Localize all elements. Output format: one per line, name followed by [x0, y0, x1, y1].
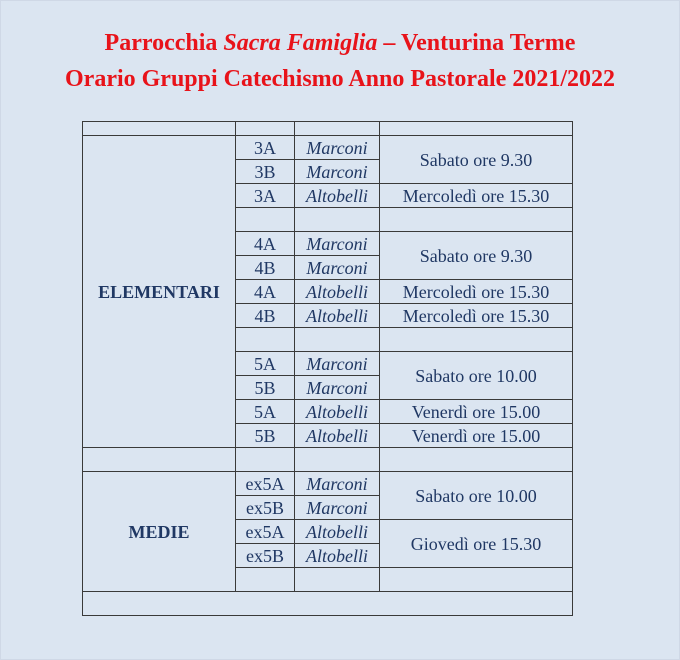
empty-cell [295, 568, 380, 592]
location-cell: Marconi [295, 136, 380, 160]
empty-cell [83, 592, 573, 616]
table-row-separator [83, 448, 573, 472]
schedule-cell: Sabato ore 10.00 [380, 472, 573, 520]
section-label-medie: MEDIE [83, 472, 236, 592]
location-cell: Marconi [295, 376, 380, 400]
location-cell: Altobelli [295, 400, 380, 424]
class-cell: 4A [236, 232, 295, 256]
empty-cell [380, 122, 573, 136]
empty-cell [83, 122, 236, 136]
location-cell: Altobelli [295, 304, 380, 328]
class-cell: 5B [236, 376, 295, 400]
schedule-cell: Mercoledì ore 15.30 [380, 184, 573, 208]
empty-cell [380, 568, 573, 592]
page-title-schedule: Orario Gruppi Catechismo Anno Pastorale 2021/2022 [65, 66, 615, 92]
empty-cell [380, 448, 573, 472]
section-label-elementari: ELEMENTARI [83, 136, 236, 448]
empty-cell [380, 208, 573, 232]
class-cell: ex5A [236, 520, 295, 544]
empty-cell [236, 568, 295, 592]
title-parish-name: Sacra Famiglia [223, 30, 378, 56]
class-cell: ex5B [236, 544, 295, 568]
location-cell: Altobelli [295, 184, 380, 208]
class-cell: 5A [236, 352, 295, 376]
empty-cell [380, 328, 573, 352]
empty-cell [295, 328, 380, 352]
empty-cell [236, 328, 295, 352]
location-cell: Altobelli [295, 280, 380, 304]
catechism-schedule-table [82, 121, 573, 616]
class-cell: 3A [236, 136, 295, 160]
title-parish-prefix: Parrocchia [104, 30, 224, 56]
empty-cell [236, 208, 295, 232]
schedule-cell: Giovedì ore 15.30 [380, 520, 573, 568]
empty-cell [236, 122, 295, 136]
class-cell: 3B [236, 160, 295, 184]
schedule-cell: Mercoledì ore 15.30 [380, 280, 573, 304]
location-cell: Marconi [295, 256, 380, 280]
schedule-cell: Sabato ore 9.30 [380, 136, 573, 184]
schedule-cell: Venerdì ore 15.00 [380, 400, 573, 424]
class-cell: 4A [236, 280, 295, 304]
location-cell: Altobelli [295, 424, 380, 448]
location-cell: Marconi [295, 472, 380, 496]
class-cell: 3A [236, 184, 295, 208]
class-cell: ex5B [236, 496, 295, 520]
page-title-parish [0, 30, 680, 57]
location-cell: Marconi [295, 232, 380, 256]
class-cell: 4B [236, 256, 295, 280]
schedule-cell: Venerdì ore 15.00 [380, 424, 573, 448]
class-cell: 5B [236, 424, 295, 448]
location-cell: Altobelli [295, 520, 380, 544]
schedule-cell: Sabato ore 10.00 [380, 352, 573, 400]
empty-cell [83, 448, 236, 472]
class-cell: 5A [236, 400, 295, 424]
schedule-cell: Sabato ore 9.30 [380, 232, 573, 280]
table-row [83, 136, 573, 160]
location-cell: Marconi [295, 496, 380, 520]
table-row-spacer [83, 592, 573, 616]
empty-cell [295, 208, 380, 232]
class-cell: ex5A [236, 472, 295, 496]
title-parish-location: – Venturina Terme [377, 30, 576, 56]
empty-cell [295, 122, 380, 136]
empty-cell [236, 448, 295, 472]
location-cell: Marconi [295, 160, 380, 184]
table-row-spacer [83, 122, 573, 136]
empty-cell [295, 448, 380, 472]
table-row [83, 472, 573, 496]
class-cell: 4B [236, 304, 295, 328]
location-cell: Marconi [295, 352, 380, 376]
schedule-cell: Mercoledì ore 15.30 [380, 304, 573, 328]
location-cell: Altobelli [295, 544, 380, 568]
